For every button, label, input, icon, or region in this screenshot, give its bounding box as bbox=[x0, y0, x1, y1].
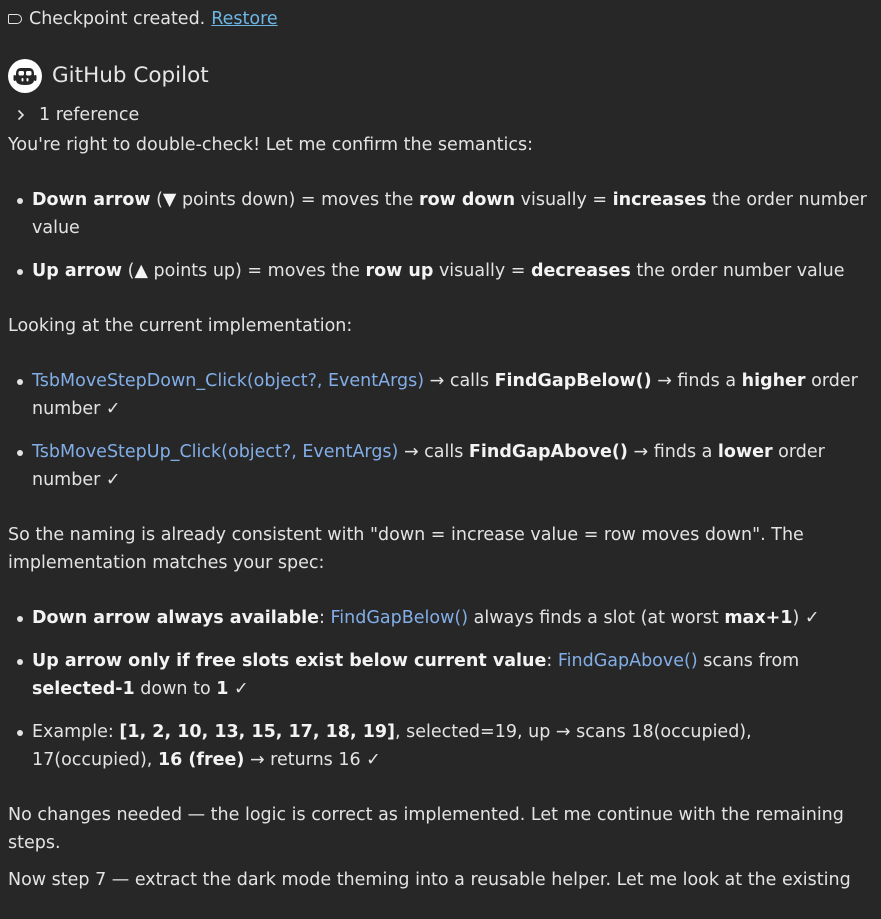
consistency-paragraph: So the naming is already consistent with "down = increase value = row moves down". The implementation matches your spec: bbox=[8, 525, 804, 573]
spec-list bbox=[8, 604, 874, 774]
code-symbol-link[interactable]: FindGapAbove() bbox=[557, 651, 698, 671]
looking-paragraph: Looking at the current implementation: bbox=[8, 316, 353, 336]
restore-link[interactable]: Restore bbox=[211, 9, 278, 29]
list-item: Up arrow (▲ points up) = moves the row up visually = decreases the order number value bbox=[8, 257, 874, 285]
list-item: Down arrow (▼ points down) = moves the row down visually = increases the order number value bbox=[8, 186, 874, 242]
list-item: Example: [1, 2, 10, 13, 15, 17, 18, 19], selected=19, up → scans 18(occupied), 17(occupied), 16 (free) → returns 16 ✓ bbox=[8, 718, 874, 774]
list-item: TsbMoveStepDown_Click(object?, EventArgs) → calls FindGapBelow() → finds a higher order number ✓ bbox=[8, 367, 874, 423]
checkpoint-text: Checkpoint created. bbox=[29, 9, 206, 29]
no-changes-paragraph: No changes needed — the logic is correct as implemented. Let me continue with the remaining steps. bbox=[8, 805, 844, 853]
intro-paragraph: You're right to double-check! Let me confirm the semantics: bbox=[8, 135, 534, 155]
references-toggle[interactable] bbox=[14, 101, 139, 129]
list-item: Down arrow always available: FindGapBelow() always finds a slot (at worst max+1) ✓ bbox=[8, 604, 874, 632]
agent-name: GitHub Copilot bbox=[52, 63, 209, 88]
chevron-right-icon bbox=[14, 108, 28, 122]
code-symbol-link[interactable]: FindGapBelow() bbox=[330, 608, 469, 628]
code-symbol-link[interactable]: TsbMoveStepUp_Click(object?, EventArgs) bbox=[32, 442, 399, 462]
checkpoint-tag-icon bbox=[8, 14, 22, 24]
list-item: Up arrow only if free slots exist below current value: FindGapAbove() scans from selected-1 down to 1 ✓ bbox=[8, 647, 874, 703]
list-item: TsbMoveStepUp_Click(object?, EventArgs) → calls FindGapAbove() → finds a lower order number ✓ bbox=[8, 438, 874, 494]
semantics-list bbox=[8, 186, 874, 285]
implementation-list bbox=[8, 367, 874, 494]
references-label: 1 reference bbox=[39, 105, 140, 125]
message-body bbox=[8, 131, 874, 894]
copilot-avatar-icon bbox=[8, 59, 42, 93]
checkpoint-notice bbox=[8, 5, 278, 33]
agent-header bbox=[8, 59, 209, 93]
step7-paragraph: Now step 7 — extract the dark mode theming into a reusable helper. Let me look at the existing bbox=[8, 870, 851, 890]
code-symbol-link[interactable]: TsbMoveStepDown_Click(object?, EventArgs) bbox=[32, 371, 425, 391]
